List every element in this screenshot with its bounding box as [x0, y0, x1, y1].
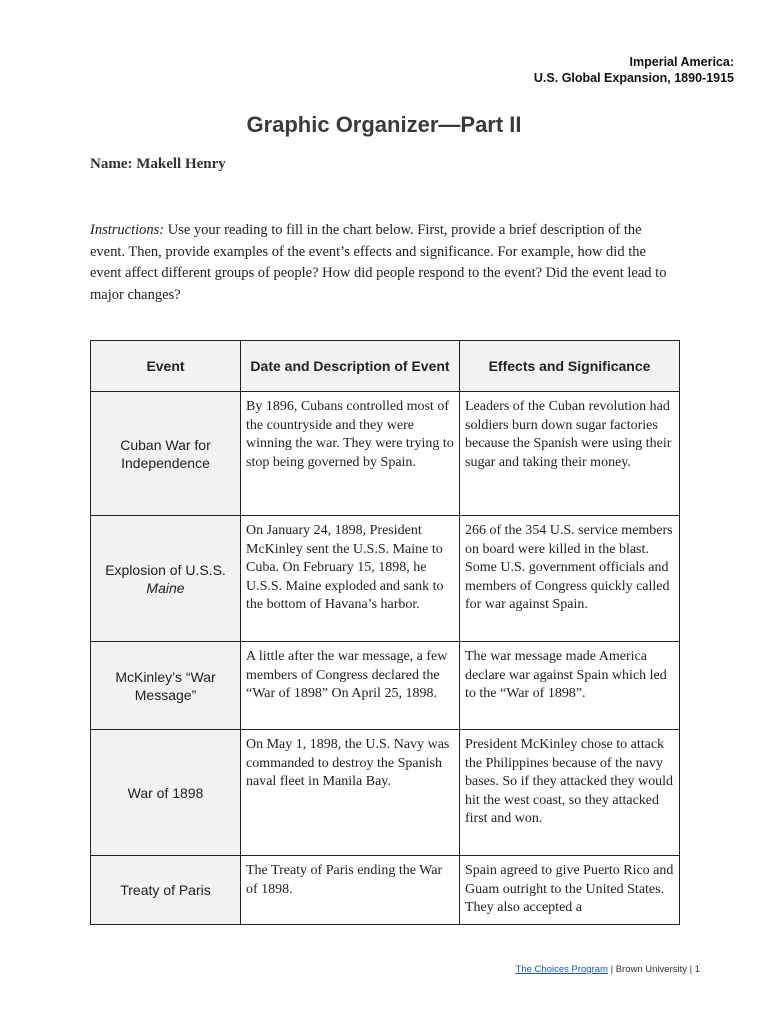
document-header [534, 54, 734, 86]
header-line-1: Imperial America: [629, 55, 734, 69]
effects-cell: The war message made America declare war against Spain which led to the “War of 1898”. [460, 642, 680, 730]
instructions-text: Use your reading to fill in the chart below. First, provide a brief description of the event. Then, provide examples of the event’s effects and significance. For example, how did the event affect different groups of people? How did people respond to the event? Did the event lead to major changes? [90, 222, 667, 303]
header-line-2: U.S. Global Expansion, 1890-1915 [533, 71, 734, 85]
choices-program-link[interactable]: The Choices Program [515, 964, 608, 975]
table-row [91, 392, 680, 516]
table-row [91, 730, 680, 856]
header-event: Event [91, 341, 241, 392]
effects-cell: 266 of the 354 U.S. service members on board were killed in the blast. Some U.S. government officials and members of Congress quickly called for war against Spain. [460, 516, 680, 642]
event-cell: Treaty of Paris [91, 856, 241, 925]
event-cell: McKinley’s “War Message” [91, 642, 241, 730]
table-row [91, 642, 680, 730]
instructions-paragraph [90, 220, 680, 306]
description-cell: A little after the war message, a few members of Congress declared the “War of 1898” On April 25, 1898. [241, 642, 460, 730]
effects-cell: President McKinley chose to attack the Philippines because of the navy bases. So if they attacked they would hit the west coast, so they attacked first and won. [460, 730, 680, 856]
description-cell: By 1896, Cubans controlled most of the countryside and they were winning the war. They were trying to stop being governed by Spain. [241, 392, 460, 516]
header-effects: Effects and Significance [460, 341, 680, 392]
event-text: Explosion of U.S.S. [105, 561, 226, 578]
instructions-label: Instructions: [90, 222, 165, 238]
footer-text: | Brown University | 1 [607, 964, 700, 975]
event-text-italic: Maine [146, 579, 185, 596]
effects-cell: Leaders of the Cuban revolution had soldiers burn down sugar factories because the Spanish were using their sugar and taking their money. [460, 392, 680, 516]
student-name: Name: Makell Henry [90, 156, 226, 172]
page-footer [516, 964, 700, 975]
header-description: Date and Description of Event [241, 341, 460, 392]
event-cell: Cuban War for Independence [91, 392, 241, 516]
description-cell: The Treaty of Paris ending the War of 1898. [241, 856, 460, 925]
effects-cell: Spain agreed to give Puerto Rico and Guam outright to the United States. They also accepted a [460, 856, 680, 925]
description-cell: On May 1, 1898, the U.S. Navy was commanded to destroy the Spanish naval fleet in Manila Bay. [241, 730, 460, 856]
table-header-row [91, 341, 680, 392]
table-row [91, 516, 680, 642]
description-cell: On January 24, 1898, President McKinley sent the U.S.S. Maine to Cuba. On February 15, 1898, he U.S.S. Maine exploded and sank to the bottom of Havana’s harbor. [241, 516, 460, 642]
table-row [91, 856, 680, 925]
graphic-organizer-table [90, 340, 680, 925]
event-cell [91, 516, 241, 642]
event-cell: War of 1898 [91, 730, 241, 856]
page-title: Graphic Organizer—Part II [246, 112, 522, 137]
